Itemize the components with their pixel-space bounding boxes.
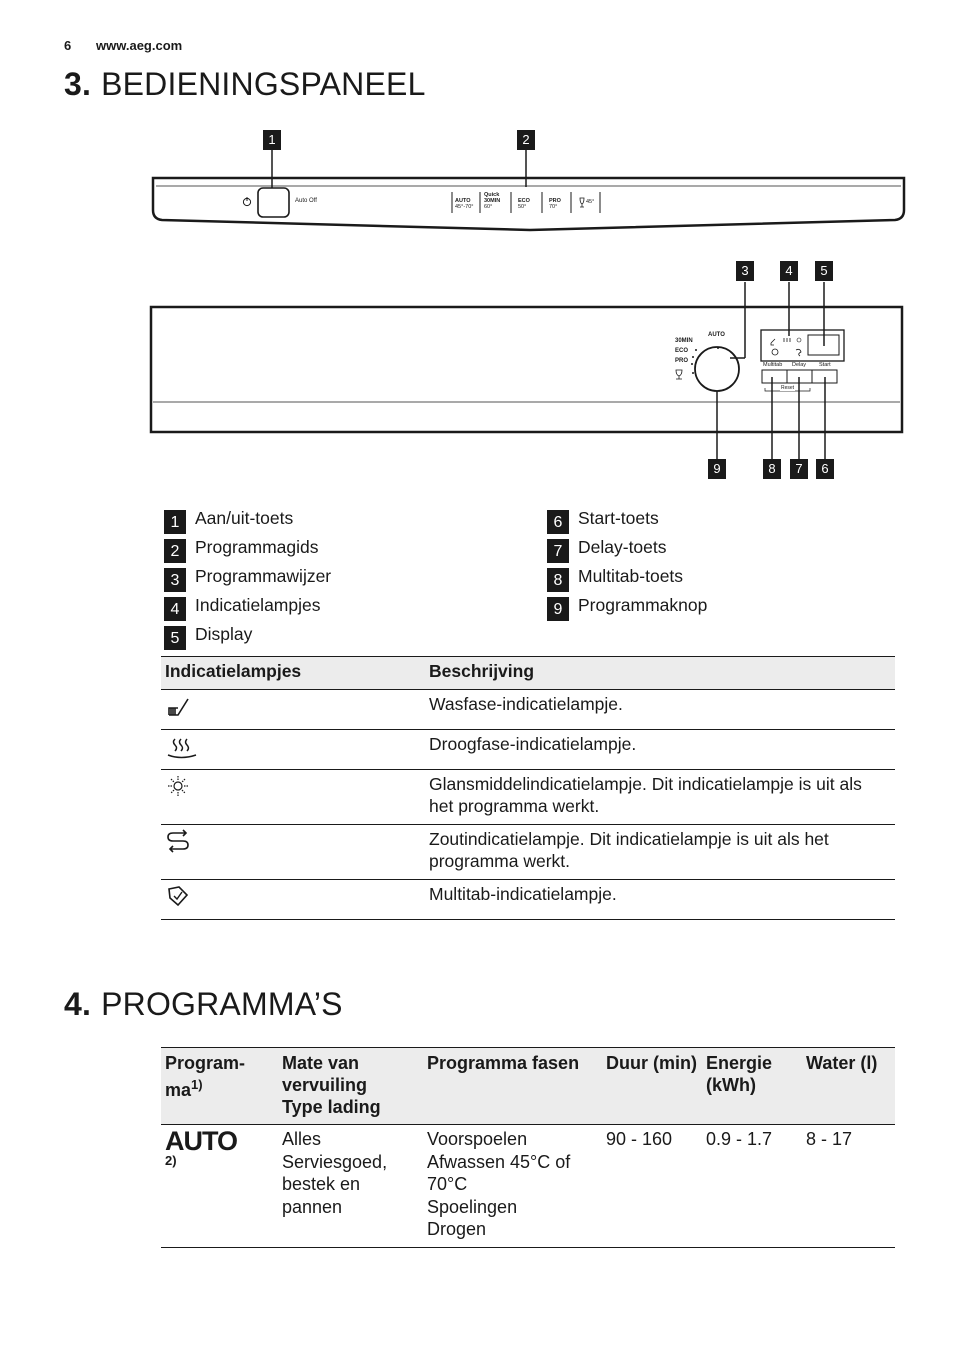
legend-badge: 8 bbox=[547, 568, 569, 592]
callout-2: 2 bbox=[517, 130, 535, 150]
dry-phase-icon bbox=[165, 733, 199, 761]
phase-item: Voorspoelen bbox=[427, 1129, 528, 1149]
start-label: Start bbox=[819, 362, 831, 368]
legend-item bbox=[164, 566, 331, 595]
delay-label: Delay bbox=[792, 362, 807, 368]
page-number: 6 bbox=[64, 38, 72, 53]
guide-eco: ECO 50° bbox=[518, 198, 530, 210]
col-program: Program-ma$^{1)}$ bbox=[161, 1048, 278, 1125]
legend-label: Display bbox=[195, 624, 253, 644]
legend-item bbox=[547, 537, 707, 566]
legend-item bbox=[547, 595, 707, 624]
legend-badge: 3 bbox=[164, 568, 186, 592]
section-3-number: 3. bbox=[64, 66, 92, 102]
callout-4: 4 bbox=[780, 261, 798, 281]
power-button-shape bbox=[258, 188, 289, 217]
section-4-title: PROGRAMMA’S bbox=[101, 986, 343, 1022]
multitab-label: Multitab bbox=[763, 362, 783, 368]
wash-phase-icon bbox=[165, 693, 191, 719]
section-4-heading bbox=[64, 986, 343, 1023]
legend-badge: 5 bbox=[164, 626, 186, 650]
energy-cell: 0.9 - 1.7 bbox=[706, 1129, 773, 1149]
dial-auto-label: AUTO bbox=[708, 332, 725, 338]
legend-item bbox=[547, 566, 707, 595]
callout-3: 3 bbox=[736, 261, 754, 281]
auto-off-label: Auto Off bbox=[295, 198, 317, 204]
col-phases: Programma fasen bbox=[423, 1048, 602, 1125]
program-table bbox=[161, 1047, 895, 1248]
indicator-description: Zoutindicatielampje. Dit indicatielampje is uit als het programma werkt. bbox=[429, 829, 829, 871]
reset-label: Reset bbox=[781, 385, 795, 391]
indicator-description: Glansmiddelindicatielampje. Dit indicatielampje is uit als het programma werkt. bbox=[429, 774, 862, 816]
website-link[interactable]: www.aeg.com bbox=[96, 38, 183, 53]
legend-label: Aan/uit-toets bbox=[195, 508, 294, 528]
program-footnote: 2) bbox=[165, 1153, 177, 1168]
callout-8: 8 bbox=[763, 459, 781, 479]
phase-item: Afwassen 45°C of 70°C bbox=[427, 1151, 571, 1194]
col-soil: Mate van vervuiling Type lading bbox=[278, 1048, 423, 1125]
table-row bbox=[161, 770, 895, 825]
legend-left bbox=[164, 508, 331, 653]
water-cell: 8 - 17 bbox=[806, 1129, 853, 1149]
rinse-aid-icon bbox=[165, 773, 191, 799]
guide-auto: AUTO 45°-70° bbox=[455, 198, 474, 210]
dial-pro-label: PRO bbox=[675, 358, 689, 364]
callout-9: 9 bbox=[708, 459, 726, 479]
indicator-table-header: Indicatielampjes bbox=[161, 657, 425, 690]
section-3-title: BEDIENINGSPANEEL bbox=[101, 66, 426, 102]
legend-badge: 9 bbox=[547, 597, 569, 621]
legend-item bbox=[164, 595, 331, 624]
indicator-table-header: Beschrijving bbox=[425, 657, 895, 690]
guide-pro: PRO 70° bbox=[549, 198, 561, 210]
soil-cell bbox=[278, 1125, 423, 1248]
section-4-number: 4. bbox=[64, 986, 92, 1022]
col-water: Water (l) bbox=[802, 1048, 895, 1125]
table-row bbox=[161, 690, 895, 730]
dial-eco-label: ECO bbox=[675, 348, 689, 354]
legend-item bbox=[164, 624, 331, 653]
col-energy: Energie (kWh) bbox=[702, 1048, 802, 1125]
phase-item: Spoelingen bbox=[427, 1196, 518, 1217]
legend-item bbox=[547, 508, 707, 537]
soil-level: Alles bbox=[282, 1129, 322, 1149]
legend-label: Indicatielampjes bbox=[195, 595, 321, 615]
indicator-table bbox=[161, 656, 895, 920]
multitab-button-shape bbox=[762, 370, 787, 383]
duration-cell: 90 - 160 bbox=[606, 1129, 673, 1149]
legend-item bbox=[164, 537, 331, 566]
multitab-icon bbox=[165, 883, 191, 909]
callout-5: 5 bbox=[815, 261, 833, 281]
control-panel-diagram bbox=[0, 0, 954, 500]
legend-item bbox=[164, 508, 331, 537]
legend-label: Multitab-toets bbox=[578, 566, 684, 586]
indicator-description: Wasfase-indicatielampje. bbox=[429, 694, 623, 714]
guide-30min: Quick 30MIN 60° bbox=[484, 192, 501, 210]
program-cell bbox=[161, 1125, 278, 1248]
program-dial bbox=[695, 347, 739, 391]
legend-badge: 1 bbox=[164, 510, 186, 534]
salt-icon bbox=[165, 828, 191, 854]
table-row bbox=[161, 1125, 895, 1248]
indicator-description: Droogfase-indicatielampje. bbox=[429, 734, 637, 754]
legend-label: Start-toets bbox=[578, 508, 659, 528]
table-row bbox=[161, 880, 895, 920]
callout-7: 7 bbox=[790, 459, 808, 479]
guide-glass-temp: 45° bbox=[586, 199, 595, 205]
table-row bbox=[161, 730, 895, 770]
callout-1: 1 bbox=[263, 130, 281, 150]
legend-label: Programmawijzer bbox=[195, 566, 332, 586]
legend-label: Programmagids bbox=[195, 537, 319, 557]
load-type: Serviesgoed, bestek en pannen bbox=[282, 1151, 388, 1217]
legend-label: Delay-toets bbox=[578, 537, 667, 557]
legend-badge: 6 bbox=[547, 510, 569, 534]
table-row bbox=[161, 825, 895, 880]
legend-badge: 4 bbox=[164, 597, 186, 621]
legend-label: Programmaknop bbox=[578, 595, 708, 615]
indicator-description: Multitab-indicatielampje. bbox=[429, 884, 617, 904]
phase-item: Drogen bbox=[427, 1219, 487, 1239]
callout-6: 6 bbox=[816, 459, 834, 479]
legend-right bbox=[547, 508, 707, 624]
dial-30min-label: 30MIN bbox=[675, 338, 693, 344]
legend-badge: 7 bbox=[547, 539, 569, 563]
auto-program-logo: AUTO bbox=[165, 1126, 238, 1156]
col-duration: Duur (min) bbox=[602, 1048, 702, 1125]
legend-badge: 2 bbox=[164, 539, 186, 563]
phases-cell bbox=[423, 1125, 602, 1248]
